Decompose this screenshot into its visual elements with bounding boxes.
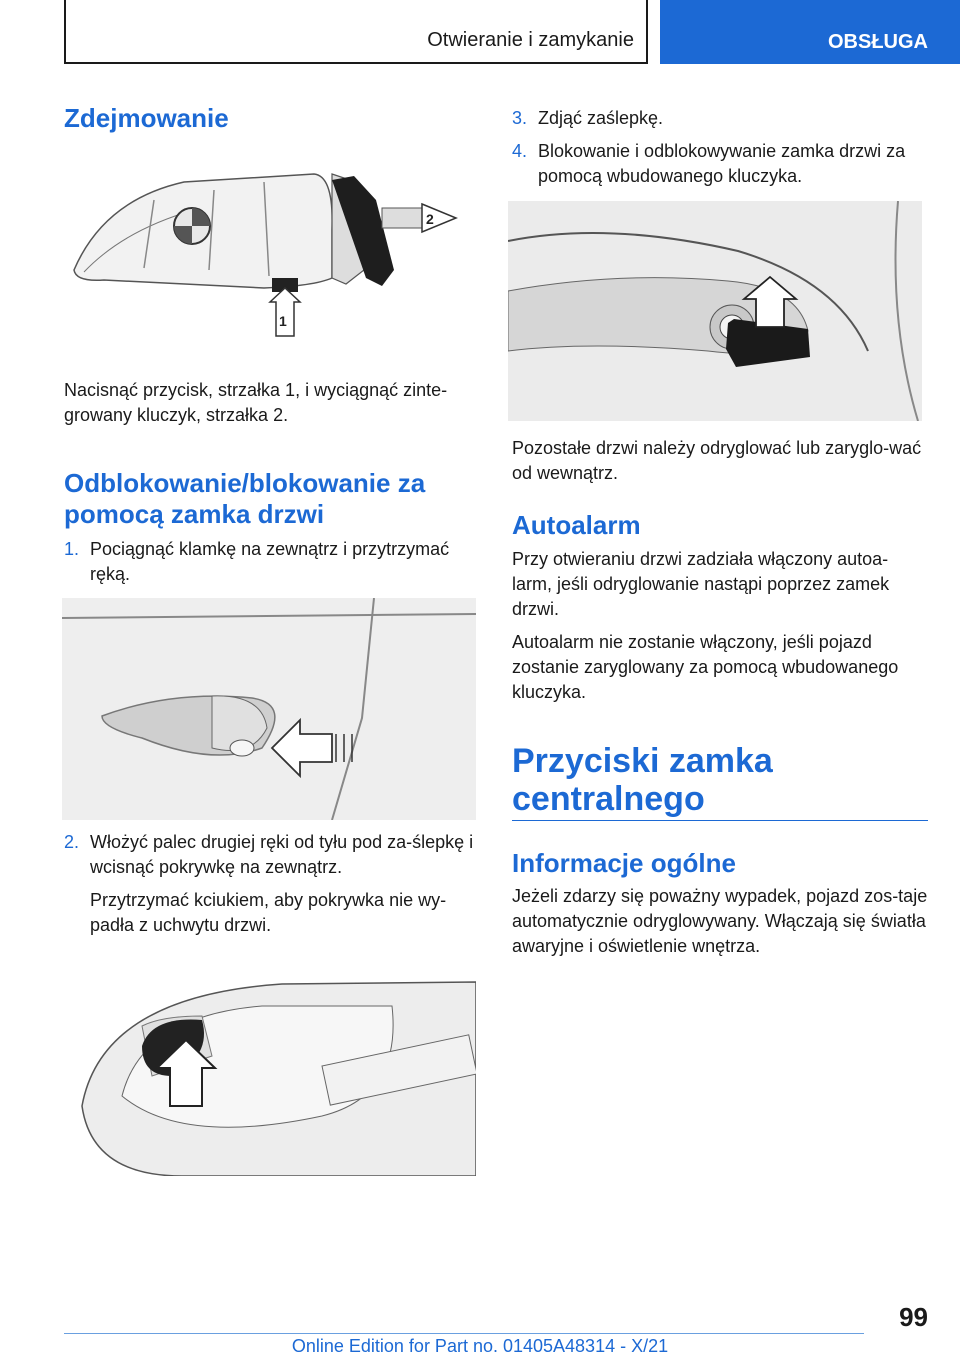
step-2: 2. Włożyć palec drugiej ręki od tyłu pod za‐ślepkę i wcisnąć pokrywkę na zewnątrz. [64, 832, 474, 877]
door-cap-image [62, 976, 476, 1176]
heading-autoalarm: Autoalarm [512, 510, 641, 540]
arrow-label-1: 1 [279, 313, 287, 329]
alarm-paragraph-1: Przy otwieraniu drzwi zadziała włączony autoa‐larm, jeśli odryglowanie nastąpi poprzez zamek drzwi. [512, 549, 890, 619]
section-rule [512, 820, 928, 821]
section-title: OBSŁUGA [828, 31, 928, 53]
general-paragraph: Jeżeli zdarzy się poważny wypadek, pojazd zos‐taje automatycznie odryglowywany. Włączają się światła awaryjne i oświetlenie wnętrza. [512, 886, 928, 956]
heading-general-info: Informacje ogólne [512, 848, 736, 878]
step-4: 4. Blokowanie i odblokowywanie zamka drzwi za pomocą wbudowanego kluczyka. [512, 141, 906, 186]
key-fob-image [64, 160, 476, 360]
door-handle-image [62, 598, 476, 820]
heading-door-lock: Odblokowanie/blokowanie za pomocą zamka drzwi [64, 468, 426, 529]
removal-paragraph: Nacisnąć przycisk, strzałka 1, i wyciągnąć zinte‐growany kluczyk, strzałka 2. [64, 380, 448, 425]
step-3: 3. Zdjąć zaślepkę. [512, 108, 664, 128]
footer-rule [64, 1333, 864, 1334]
arrow-label-2: 2 [426, 211, 434, 227]
alarm-paragraph-2: Autoalarm nie zostanie włączony, jeśli pojazd zostanie zaryglowany za pomocą wbudowanego kluczyka. [512, 632, 899, 702]
heading-removal: Zdejmowanie [64, 103, 229, 133]
other-doors-paragraph: Pozostałe drzwi należy odryglować lub zaryglo‐wać od wewnątrz. [512, 438, 922, 483]
heading-central-lock: Przyciski zamka centralnego [512, 742, 773, 818]
key-in-lock-image [508, 201, 922, 421]
page-number: 99 [899, 1302, 928, 1332]
chapter-title: Otwieranie i zamykanie [427, 29, 634, 51]
section-tab[interactable] [660, 0, 960, 64]
header-box [64, 0, 648, 64]
edition-footer[interactable]: Online Edition for Part no. 01405A48314 - X/21 [291, 1336, 669, 1356]
step-1: 1. Pociągnąć klamkę na zewnątrz i przytrzymać ręką. [64, 539, 450, 584]
step-2-note: Przytrzymać kciukiem, aby pokrywka nie wy‐padła z uchwytu drzwi. [90, 890, 447, 935]
